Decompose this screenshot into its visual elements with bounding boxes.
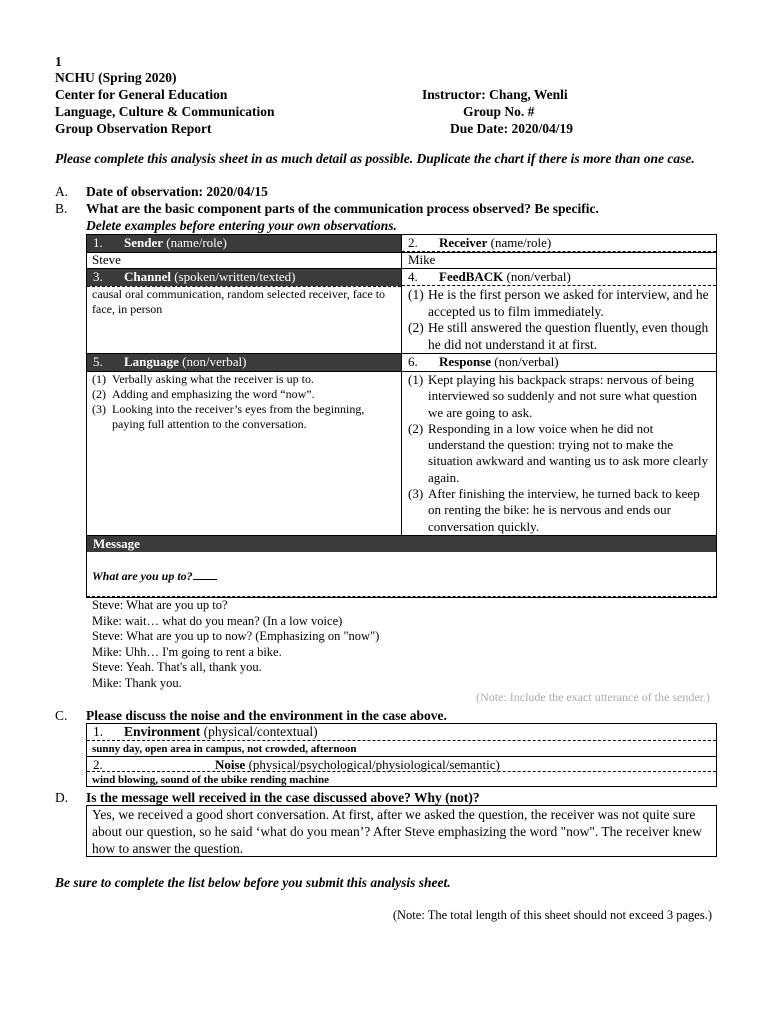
sender-value: Steve xyxy=(92,252,121,267)
section-c-text: Please discuss the noise and the environment in the case above. xyxy=(86,708,447,723)
response-item: (1) Kept playing his backpack straps: nervous of being interviewed so suddenly and not sure what question we are going to ask. xyxy=(408,372,697,420)
section-d-answer: Yes, we received a good short conversation. At first, after we asked the question, the receiver was not quite sure about our question, so he said ‘what do you mean’? After Steve emphasizing the word "now". The receiver knew how to answer the question. xyxy=(92,807,702,856)
header-line2: Center for General Education xyxy=(55,87,228,102)
response-list xyxy=(404,372,712,535)
message-note: (Note: Include the exact utterance of the sender.) xyxy=(476,690,710,704)
transcript-line: Steve: What are you up to now? (Emphasizing on "now") xyxy=(92,629,380,643)
message-question: What are you up to? xyxy=(92,568,242,584)
feedback-item: (2) He still answered the question fluently, even though he did not understand it at first. xyxy=(408,320,709,352)
response-header: 6. Response (non/verbal) xyxy=(402,354,716,371)
header-line3: Language, Culture & Communication xyxy=(55,104,275,119)
transcript-line: Steve: What are you up to? xyxy=(92,598,228,612)
intro-instructions: Please complete this analysis sheet in as much detail as possible. Duplicate the chart if there is more than one case. xyxy=(55,151,695,166)
section-c-label: C. xyxy=(55,708,68,723)
sender-header: 1. Sender (name/role) xyxy=(87,235,401,252)
language-item: (1) Verbally asking what the receiver is up to. xyxy=(92,372,314,386)
transcript-line: Mike: Thank you. xyxy=(92,675,182,690)
section-b-note: Delete examples before entering your own observations. xyxy=(86,218,397,233)
channel-value: causal oral communication, random selected receiver, face to face, in person xyxy=(92,287,386,316)
transcript-line: Mike: Uhh… I'm going to rent a bike. xyxy=(92,644,282,659)
language-item: (3) Looking into the receiver’s eyes from the beginning, paying full attention to the conversation. xyxy=(92,402,365,431)
receiver-header: 2. Receiver (name/role) xyxy=(402,235,716,252)
feedback-header: 4. FeedBACK (non/verbal) xyxy=(402,269,716,286)
header-line1: NCHU (Spring 2020) xyxy=(55,70,177,85)
environment-header: 1. Environment (physical/contextual) xyxy=(87,724,716,741)
footer-note: (Note: The total length of this sheet should not exceed 3 pages.) xyxy=(392,908,712,922)
noise-header: 2. Noise (physical/psychological/physiological/semantic) xyxy=(87,757,716,772)
response-item: (2) Responding in a low voice when he did not understand the question: trying not to make the situation awkward and wanting us to ask more clearly again. xyxy=(408,420,709,485)
page-number: 1 xyxy=(55,54,62,69)
response-item: (3) After finishing the interview, he turned back to keep on renting the bike: he is nervous and ends our conversation quickly. xyxy=(408,486,700,534)
instructor: Instructor: Chang, Wenli xyxy=(422,87,568,102)
section-a-label: A. xyxy=(55,184,69,199)
section-b-label: B. xyxy=(55,201,68,216)
receiver-value: Mike xyxy=(408,252,436,267)
language-item: (2) Adding and emphasizing the word “now”. xyxy=(92,387,315,401)
message-transcript xyxy=(92,598,712,691)
footer-reminder: Be sure to complete the list below before you submit this analysis sheet. xyxy=(55,875,451,890)
noise-value: wind blowing, sound of the ubike rending machine xyxy=(92,774,329,786)
section-a-text: Date of observation: 2020/04/15 xyxy=(86,184,268,199)
transcript-line: Mike: wait… what do you mean? (In a low voice) xyxy=(92,613,343,628)
channel-header: 3. Channel (spoken/written/texted) xyxy=(87,269,401,286)
group-number: Group No. # xyxy=(463,104,535,119)
language-header: 5. Language (non/verbal) xyxy=(87,354,401,371)
language-list xyxy=(88,372,396,432)
header-line4: Group Observation Report xyxy=(55,121,212,136)
transcript-line: Steve: Yeah. That's all, thank you. xyxy=(92,660,262,674)
section-d-text: Is the message well received in the case discussed above? Why (not)? xyxy=(86,790,480,805)
due-date: Due Date: 2020/04/19 xyxy=(450,121,573,136)
section-d-label: D. xyxy=(55,790,69,805)
feedback-list xyxy=(404,287,712,353)
environment-value: sunny day, open area in campus, not crowded, afternoon xyxy=(92,743,357,755)
feedback-item: (1) He is the first person we asked for interview, and he accepted us to film immediately. xyxy=(408,287,709,319)
section-b-text: What are the basic component parts of the communication process observed? Be specific. xyxy=(86,201,599,216)
message-header: Message xyxy=(87,536,716,552)
